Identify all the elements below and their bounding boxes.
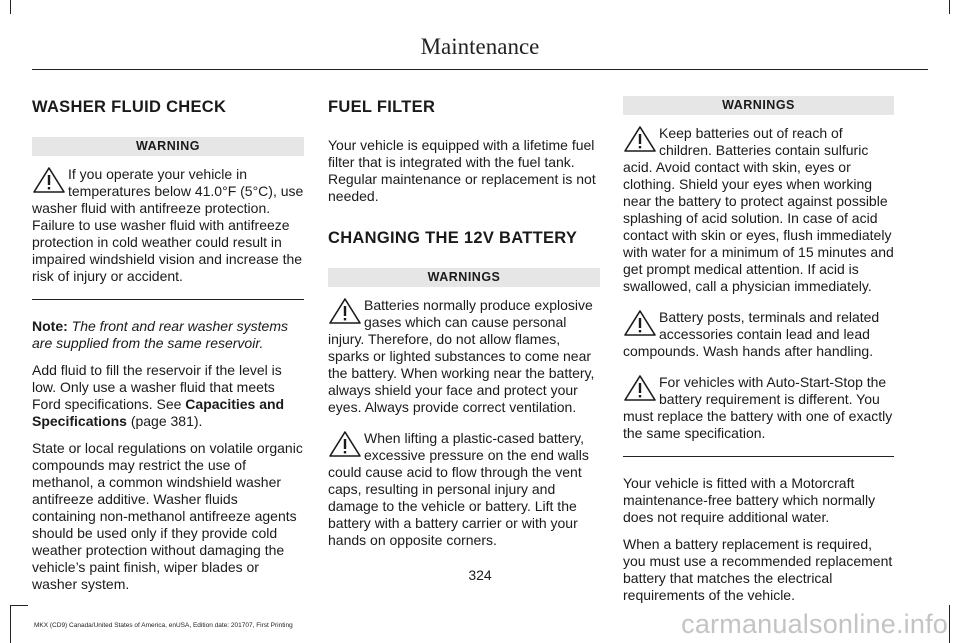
- column-fuel-filter-battery: [328, 96, 600, 563]
- warning-text: When lifting a plastic-cased battery, excessive pressure on the end walls could cause acid to flow through the vent caps, resulting in personal injury and damage to the vehicle or battery. Lift the battery with a battery carrier or with your hands on opposite corners.: [328, 430, 589, 548]
- header-divider: [32, 69, 928, 70]
- cross-reference-link[interactable]: Capacities and Specifications: [32, 396, 285, 429]
- warning-end-rule: [32, 299, 304, 300]
- warning-text: For vehicles with Auto-Start-Stop the battery requirement is different. You must replace the battery with one of exactly the same specification.: [623, 374, 893, 441]
- section-heading-washer-fluid: WASHER FLUID CHECK: [32, 98, 227, 116]
- warning-block: [32, 166, 304, 285]
- paragraph: [32, 362, 304, 430]
- section-heading-battery: CHANGING THE 12V BATTERY: [328, 229, 578, 247]
- note-label: Note:: [32, 318, 68, 334]
- footer-edition-info: MKX (CD9) Canada/United States of America, enUSA, Edition date: 201707, First Printing: [34, 622, 293, 629]
- warning-end-rule: [623, 456, 894, 457]
- paragraph-text: Add fluid to fill the reservoir if the level is low. Only use a washer fluid that meets Ford specifications. See: [32, 362, 282, 412]
- warning-block: [623, 374, 894, 442]
- section-heading-fuel-filter: FUEL FILTER: [328, 98, 436, 116]
- crop-mark: [10, 605, 11, 643]
- warning-text: Battery posts, terminals and related accessories contain lead and lead compounds. Wash hands after handling.: [623, 309, 880, 359]
- warning-label: WARNING: [32, 137, 304, 156]
- crop-mark: [10, 0, 11, 14]
- watermark: carmanualsonline.info: [681, 609, 948, 639]
- warning-triangle-icon: [623, 125, 657, 153]
- warning-block: [328, 297, 600, 416]
- paragraph: Your vehicle is equipped with a lifetime fuel filter that is integrated with the fuel tank. Regular maintenance or replacement is not needed.: [328, 137, 596, 204]
- warning-block: [623, 125, 894, 295]
- page-number: 324: [468, 567, 492, 583]
- crop-mark: [949, 0, 950, 14]
- page-reference: (page 381).: [130, 413, 203, 429]
- paragraph: Your vehicle is fitted with a Motorcraft maintenance-free battery which normally does not require additional water.: [623, 475, 876, 525]
- note-paragraph: [32, 318, 304, 352]
- warning-block: [623, 309, 894, 360]
- paragraph: State or local regulations on volatile organic compounds may restrict the use of methanol, a common windshield washer antifreeze additive. Washer fluids containing non-methanol antifreeze agents should be used only if they provide cold weather protection without damaging the vehicle’s paint finish, wiper blades or washer system.: [32, 440, 303, 592]
- warning-text: Keep batteries out of reach of children. Batteries contain sulfuric acid. Avoid contact with skin, eyes or clothing. Shield your eyes when working near the battery to protect against possible splashing of acid solution. In case of acid contact with skin or eyes, flush immediately with water for a minimum of 15 minutes and get prompt medical attention. If acid is swallowed, call a physician immediately.: [623, 125, 894, 294]
- note-text: The front and rear washer systems are supplied from the same reservoir.: [32, 318, 288, 351]
- warning-text: If you operate your vehicle in temperatures below 41.0°F (5°C), use washer fluid with antifreeze protection. Failure to use washer fluid with antifreeze protection in cold weather could result in impaired windshield vision and increase the risk of injury or accident.: [32, 166, 304, 284]
- warning-triangle-icon: [328, 430, 362, 458]
- warning-triangle-icon: [328, 297, 362, 325]
- paragraph: When a battery replacement is required, you must use a recommended replacement battery that matches the electrical requirements of the vehicle.: [623, 536, 893, 603]
- warning-block: [328, 430, 600, 549]
- warning-triangle-icon: [623, 374, 657, 402]
- warnings-label: WARNINGS: [328, 268, 600, 287]
- warning-text: Batteries normally produce explosive gases which can cause personal injury. Therefore, do not allow flames, sparks or lighted substances to come near the battery. When working near the battery, always shield your face and protect your eyes. Always provide correct ventilation.: [328, 297, 595, 415]
- page-title: Maintenance: [420, 34, 540, 59]
- column-battery-warnings: [623, 96, 894, 614]
- crop-mark: [949, 605, 950, 643]
- warning-triangle-icon: [32, 166, 66, 194]
- column-washer-fluid: [32, 96, 304, 603]
- warning-triangle-icon: [623, 309, 657, 337]
- crop-mark: [10, 605, 28, 606]
- warnings-label: WARNINGS: [623, 96, 894, 115]
